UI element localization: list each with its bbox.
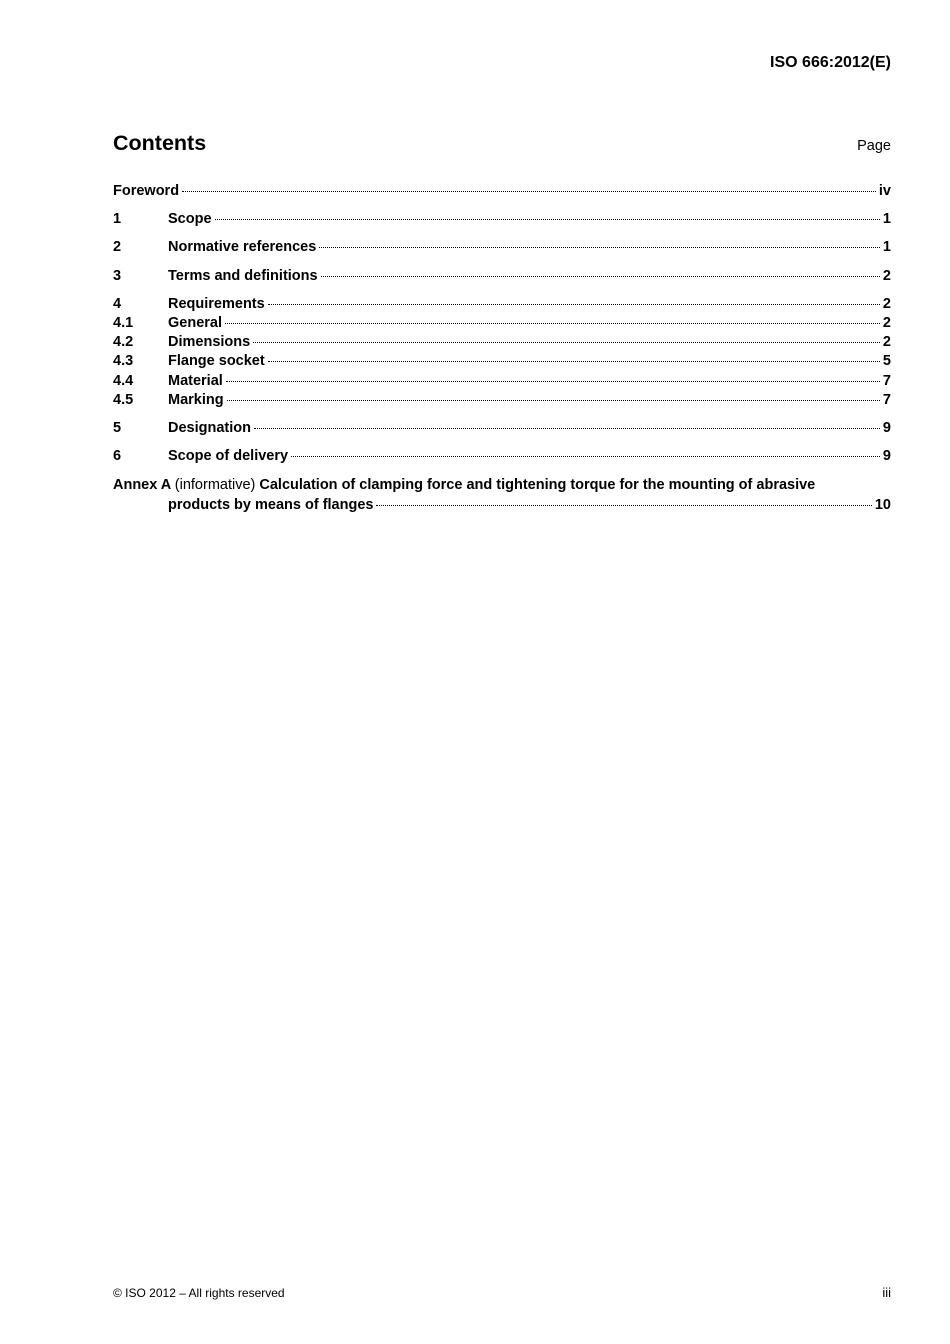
contents-title: Contents [113, 131, 207, 155]
toc-entry-title: Terms and definitions [168, 267, 318, 284]
toc-entry-title: Foreword [113, 183, 180, 199]
toc-entry-page: 1 [882, 211, 891, 228]
dot-leader [321, 276, 880, 277]
dot-leader [227, 400, 880, 401]
toc-entry-title: Material [168, 372, 223, 389]
toc-entry-page: 2 [882, 334, 891, 351]
toc-entry-marking[interactable] [113, 391, 891, 410]
toc-entry-number: 4.4 [113, 372, 134, 389]
dot-leader [319, 247, 880, 248]
toc-entry-number: 2 [113, 239, 122, 256]
toc-entry-page: iv [878, 183, 891, 199]
toc-entry-page: 10 [874, 497, 891, 514]
footer-copyright: © ISO 2012 – All rights reserved [113, 1286, 285, 1300]
toc-entry-number: 4.3 [113, 353, 134, 370]
toc-entry-number: 4 [113, 295, 122, 312]
dot-leader [253, 342, 880, 343]
toc-entry-page: 5 [882, 353, 891, 370]
toc-entry-foreword[interactable] [113, 182, 891, 201]
toc-entry-title: General [168, 314, 222, 331]
toc-entry-number: 4.1 [113, 314, 134, 331]
toc-entry-scope-of-delivery[interactable] [113, 447, 891, 466]
toc-entry-title: Dimensions [168, 334, 251, 351]
toc-entry-title: Marking [168, 391, 224, 408]
toc-entry-flange-socket[interactable] [113, 352, 891, 371]
toc-entry-title: Requirements [168, 295, 265, 312]
toc-entry-number: 4.2 [113, 334, 134, 351]
toc-entry-number: 1 [113, 211, 122, 228]
dot-leader [291, 456, 880, 457]
toc-entry-page: 7 [882, 391, 891, 408]
dot-leader [215, 219, 880, 220]
annex-continuation-line [113, 495, 891, 515]
dot-leader [268, 361, 880, 362]
dot-leader [182, 191, 876, 192]
toc-entry-page: 2 [882, 295, 891, 312]
document-id: ISO 666:2012(E) [770, 54, 891, 71]
toc-entry-page: 9 [882, 448, 891, 465]
toc-entry-general[interactable] [113, 314, 891, 333]
annex-type: (informative) [174, 477, 256, 494]
toc-entry-number: 4.5 [113, 391, 134, 408]
toc-entry-number: 5 [113, 419, 122, 436]
annex-heading-line [113, 475, 891, 495]
dot-leader [226, 381, 880, 382]
toc-entry-page: 9 [882, 419, 891, 436]
toc-entry-title: Scope [168, 211, 212, 228]
dot-leader [225, 323, 880, 324]
toc-entry-annex-a[interactable] [113, 475, 891, 515]
toc-entry-title: Flange socket [168, 353, 265, 370]
toc-entry-scope[interactable] [113, 210, 891, 229]
toc-entry-page: 1 [882, 239, 891, 256]
toc-entry-dimensions[interactable] [113, 333, 891, 352]
annex-label: Annex A [113, 477, 171, 494]
toc-entry-terms-and-definitions[interactable] [113, 267, 891, 286]
dot-leader [376, 505, 871, 506]
toc-entry-title: Normative references [168, 239, 317, 256]
toc-entry-title: Designation [168, 419, 251, 436]
toc-entry-designation[interactable] [113, 419, 891, 438]
toc-entry-requirements[interactable] [113, 295, 891, 314]
page-column-label: Page [857, 138, 891, 154]
toc-entry-page: 2 [882, 267, 891, 284]
toc-entry-number: 6 [113, 448, 122, 465]
toc-entry-page: 7 [882, 372, 891, 389]
annex-title-line1: Calculation of clamping force and tightening torque for the mounting of abrasive [259, 477, 816, 494]
annex-title-line2: products by means of flanges [168, 497, 374, 514]
toc-entry-number: 3 [113, 267, 122, 284]
toc-entry-normative-references[interactable] [113, 238, 891, 257]
dot-leader [268, 304, 880, 305]
toc-entry-page: 2 [882, 314, 891, 331]
footer-page-number: iii [882, 1285, 891, 1300]
table-of-contents [113, 182, 891, 515]
toc-entry-material[interactable] [113, 372, 891, 391]
toc-entry-title: Scope of delivery [168, 448, 289, 465]
dot-leader [254, 428, 880, 429]
